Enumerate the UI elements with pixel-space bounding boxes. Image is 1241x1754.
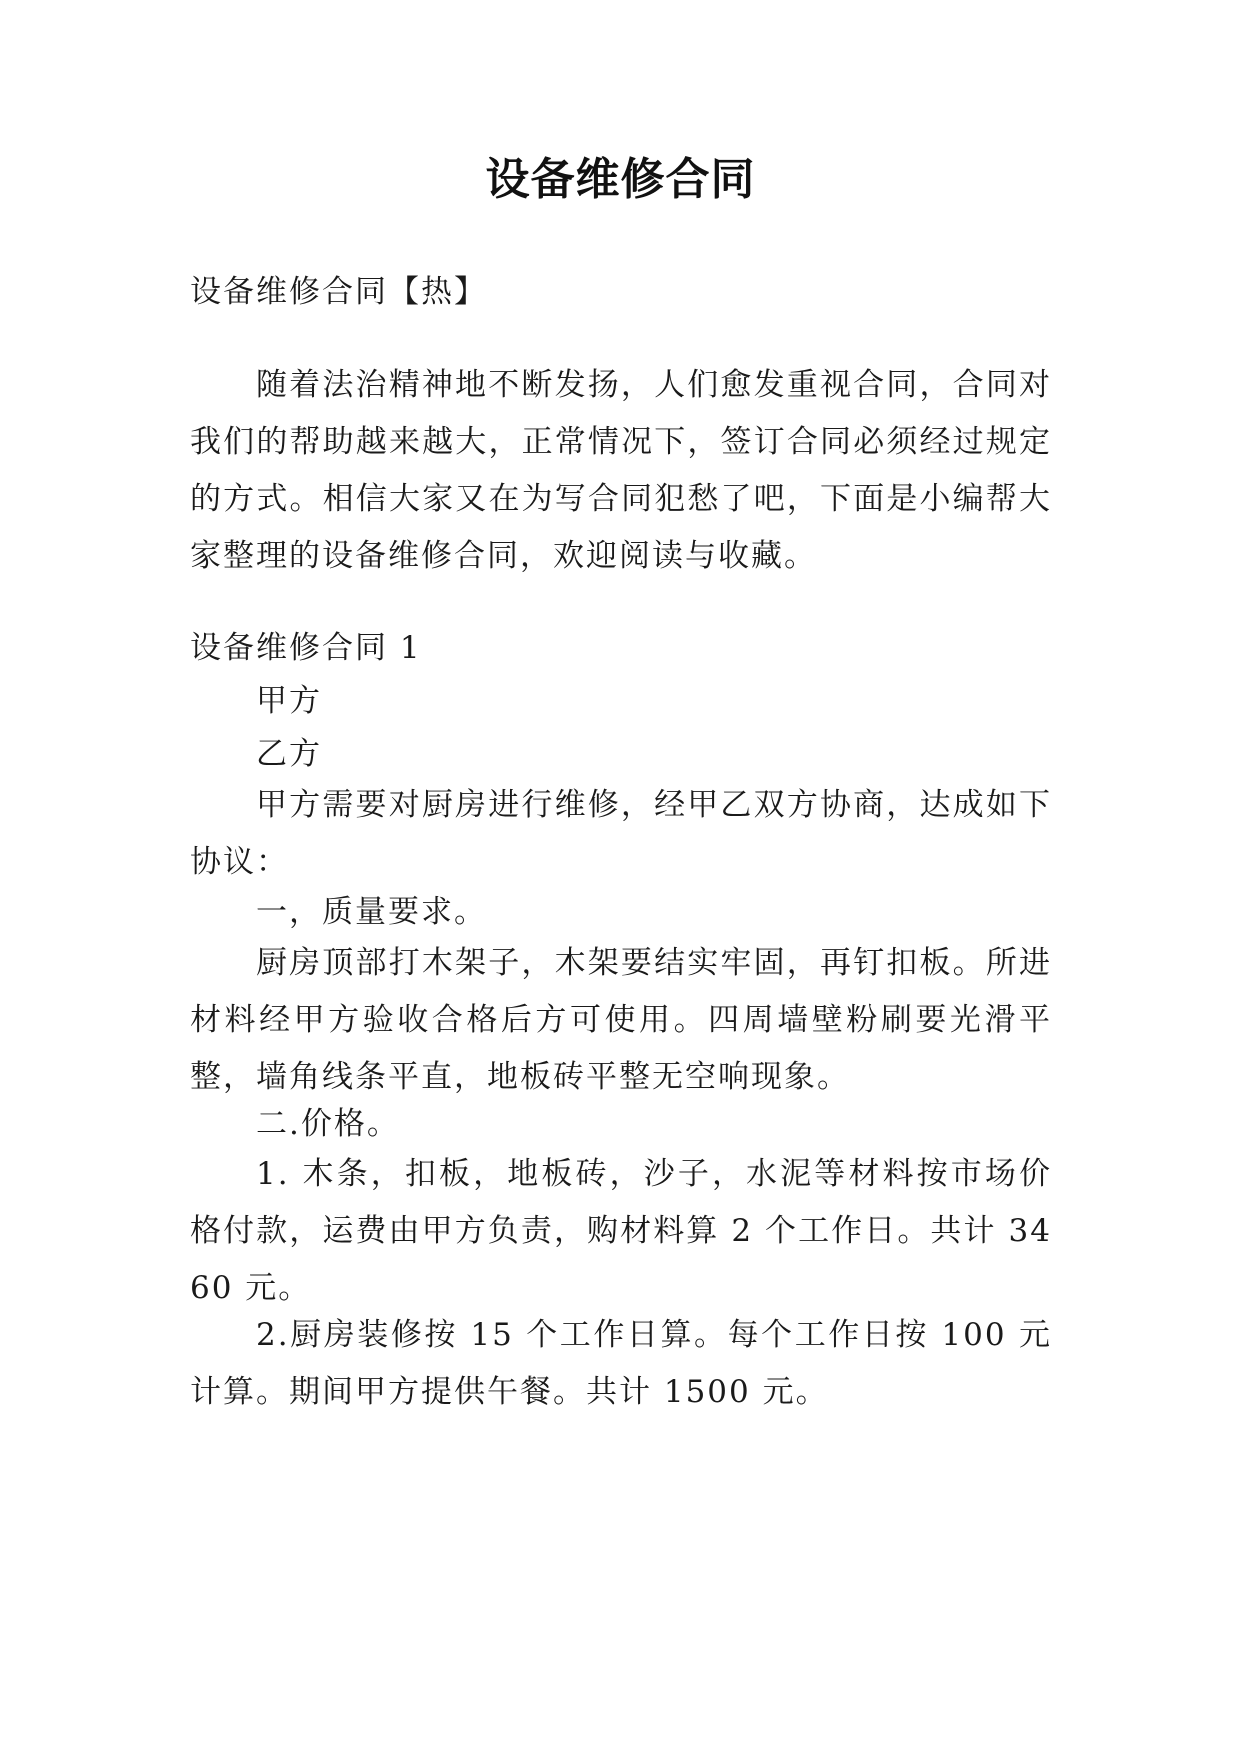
document-subtitle: 设备维修合同【热】 (190, 274, 487, 310)
price-heading: 二.价格。 (256, 1106, 400, 1142)
party-b-label: 乙方 (256, 736, 322, 772)
section-heading: 设备维修合同 1 (190, 630, 422, 666)
price-item-1: 1. 木条，扣板，地板砖，沙子，水泥等材料按市场价格付款，运费由甲方负责，购材料算 2 个工作日。共计 3460 元。 (190, 1156, 1052, 1306)
party-a-label: 甲方 (256, 683, 322, 719)
quality-paragraph: 厨房顶部打木架子，木架要结实牢固，再钉扣板。所进材料经甲方验收合格后方可使用。四周墙壁粉刷要光滑平整，墙角线条平直，地板砖平整无空响现象。 (190, 945, 1052, 1095)
preamble-paragraph: 甲方需要对厨房进行维修，经甲乙双方协商，达成如下协议： (190, 787, 1052, 880)
document-title: 设备维修合同 (485, 154, 756, 205)
intro-paragraph: 随着法治精神地不断发扬，人们愈发重视合同，合同对我们的帮助越来越大，正常情况下，签订合同必须经过规定的方式。相信大家又在为写合同犯愁了吧，下面是小编帮大家整理的设备维修合同，欢迎阅读与收藏。 (190, 367, 1052, 574)
quality-heading: 一，质量要求。 (256, 894, 487, 930)
price-item-2: 2.厨房装修按 15 个工作日算。每个工作日按 100 元计算。期间甲方提供午餐。共计 1500 元。 (190, 1317, 1052, 1410)
